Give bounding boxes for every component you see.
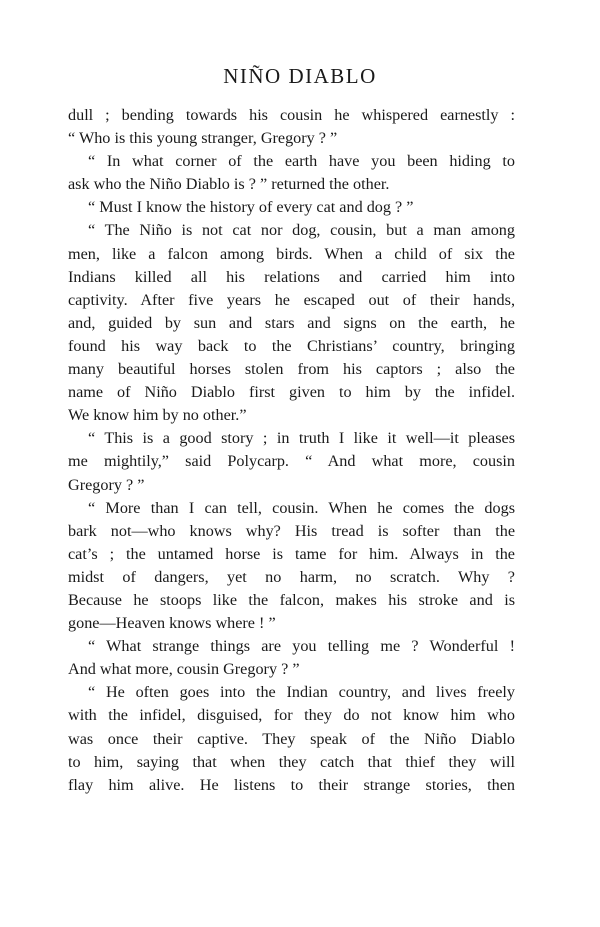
text-line: “ What strange things are you telling me ? Wonderful ! — [88, 637, 515, 656]
text-line: midst of dangers, yet no harm, no scratch. Why ? — [68, 567, 515, 586]
text-line: “ Must I know the history of every cat and dog ? ” — [88, 198, 414, 217]
running-head: NIÑO DIABLO — [223, 64, 377, 88]
text-line: Gregory ? ” — [68, 475, 145, 494]
text-line: with the infidel, disguised, for they do not know him who — [68, 706, 515, 725]
text-line: “ In what corner of the earth have you been hiding to — [88, 152, 515, 171]
text-line: men, like a falcon among birds. When a child of six the — [68, 244, 515, 263]
text-line: ask who the Niño Diablo is ? ” returned the other. — [68, 175, 390, 194]
text-line: Because he stoops like the falcon, makes his stroke and is — [68, 590, 515, 609]
text-line: and, guided by sun and stars and signs on the earth, he — [68, 313, 515, 332]
text-line: captivity. After five years he escaped out of their hands, — [68, 290, 515, 309]
text-line: “ He often goes into the Indian country, and lives freely — [88, 683, 515, 702]
text-line: found his way back to the Christians’ country, bringing — [68, 336, 515, 355]
text-line: dull ; bending towards his cousin he whispered earnestly : — [68, 106, 515, 124]
text-line: to him, saying that when they catch that thief they will — [68, 752, 515, 771]
text-line: “ The Niño is not cat nor dog, cousin, but a man among — [88, 221, 515, 240]
text-line: We know him by no other.” — [68, 406, 247, 425]
text-line: me mightily,” said Polycarp. “ And what more, cousin — [68, 452, 515, 471]
text-line: “ This is a good story ; in truth I like it well—it pleases — [88, 429, 515, 448]
text-line: cat’s ; the untamed horse is tame for him. Always in the — [68, 544, 515, 563]
text-line: many beautiful horses stolen from his captors ; also the — [68, 360, 515, 379]
text-line: “ Who is this young stranger, Gregory ? ” — [68, 129, 338, 148]
text-line: “ More than I can tell, cousin. When he comes the dogs — [88, 498, 515, 517]
text-line: gone—Heaven knows where ! ” — [68, 614, 276, 633]
text-line: Indians killed all his relations and carried him into — [68, 267, 515, 286]
text-line: name of Niño Diablo first given to him by the infidel. — [68, 383, 515, 402]
text-line: was once their captive. They speak of the Niño Diablo — [68, 729, 515, 748]
body-text — [68, 104, 515, 797]
text-line: flay him alive. He listens to their strange stories, then — [68, 775, 515, 794]
text-line: bark not—who knows why? His tread is softer than the — [68, 521, 515, 540]
text-line: And what more, cousin Gregory ? ” — [68, 660, 300, 679]
